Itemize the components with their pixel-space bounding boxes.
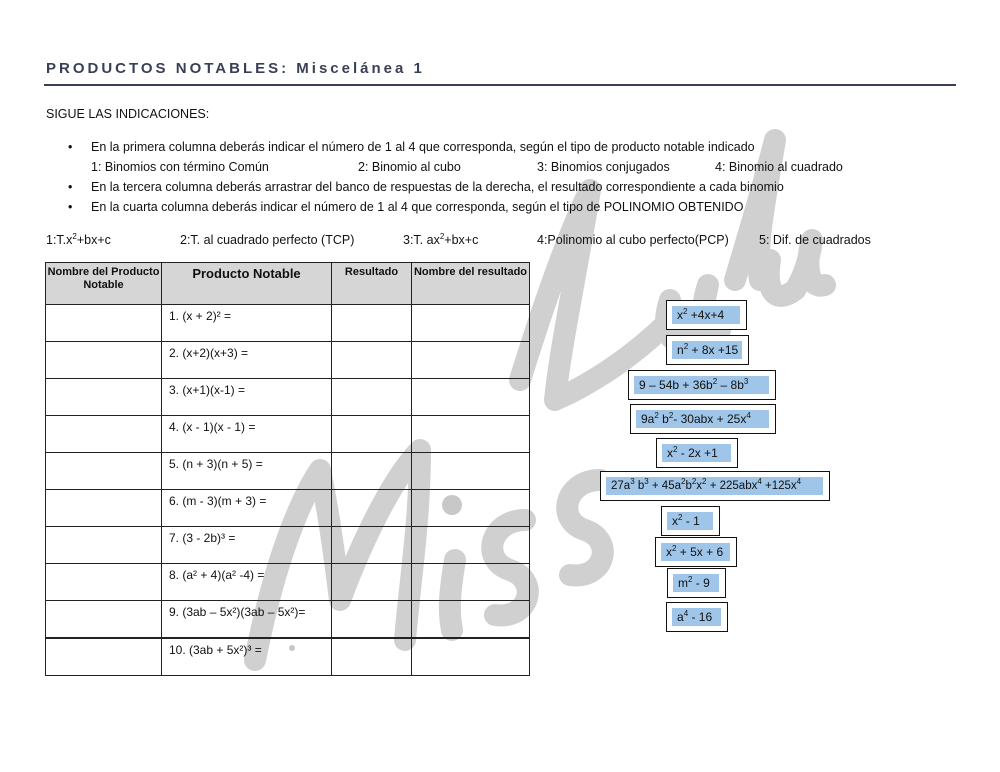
bullet-icon: • — [68, 140, 73, 154]
result-name-input-cell[interactable] — [412, 601, 530, 639]
result-drop-cell[interactable] — [332, 564, 412, 601]
instruction-1: En la primera columna deberás indicar el número de 1 al 4 que corresponda, según el tipo de producto notable indicado — [91, 140, 755, 154]
name-input-cell[interactable] — [46, 379, 162, 416]
result-name-input-cell[interactable] — [412, 305, 530, 342]
result-drop-cell[interactable] — [332, 305, 412, 342]
name-input-cell[interactable] — [46, 490, 162, 527]
product-cell: 10. (3ab + 5x²)³ = — [162, 638, 332, 676]
table-row — [46, 342, 530, 379]
answer-chip-5[interactable]: $x^2 - 2x +1$ — [656, 438, 738, 468]
name-input-cell[interactable] — [46, 564, 162, 601]
name-input-cell[interactable] — [46, 416, 162, 453]
product-cell: 8. (a² + 4)(a² -4) = — [162, 564, 332, 601]
answer-chip-7[interactable]: $x^2 - 1$ — [661, 506, 720, 536]
product-cell: 6. (m - 3)(m + 3) = — [162, 490, 332, 527]
answer-chip-2[interactable]: $n^2 + 8x +15$ — [666, 335, 749, 365]
result-name-input-cell[interactable] — [412, 416, 530, 453]
result-name-input-cell[interactable] — [412, 564, 530, 601]
product-cell: 3. (x+1)(x-1) = — [162, 379, 332, 416]
product-type-1: 1: Binomios con término Común — [91, 160, 269, 174]
product-type-4: 4: Binomio al cuadrado — [715, 160, 843, 174]
result-name-input-cell[interactable] — [412, 490, 530, 527]
result-drop-cell[interactable] — [332, 416, 412, 453]
name-input-cell[interactable] — [46, 601, 162, 639]
product-type-2: 2: Binomio al cubo — [358, 160, 461, 174]
legend-item-4: 4:Polinomio al cubo perfecto(PCP) — [537, 233, 729, 247]
table-row — [46, 416, 530, 453]
table-header-row — [46, 263, 530, 305]
product-cell: 2. (x+2)(x+3) = — [162, 342, 332, 379]
product-cell: 5. (n + 3)(n + 5) = — [162, 453, 332, 490]
table-row — [46, 305, 530, 342]
result-drop-cell[interactable] — [332, 638, 412, 676]
table-row — [46, 601, 530, 639]
product-cell: 7. (3 - 2b)³ = — [162, 527, 332, 564]
header-product: Producto Notable — [162, 263, 332, 305]
table-row — [46, 490, 530, 527]
result-drop-cell[interactable] — [332, 379, 412, 416]
table-row — [46, 564, 530, 601]
result-drop-cell[interactable] — [332, 527, 412, 564]
answer-chip-4[interactable]: $9a^2$ $b^2-$ $30abx + 25x^4$ — [630, 404, 776, 434]
result-name-input-cell[interactable] — [412, 527, 530, 564]
result-drop-cell[interactable] — [332, 342, 412, 379]
result-name-input-cell[interactable] — [412, 342, 530, 379]
result-drop-cell[interactable] — [332, 490, 412, 527]
result-name-input-cell[interactable] — [412, 453, 530, 490]
table-row — [46, 527, 530, 564]
legend-item-5: 5: Dif. de cuadrados — [759, 233, 871, 247]
result-drop-cell[interactable] — [332, 453, 412, 490]
bullet-icon: • — [68, 200, 73, 214]
legend-item-2: 2:T. al cuadrado perfecto (TCP) — [180, 233, 355, 247]
table-row — [46, 379, 530, 416]
name-input-cell[interactable] — [46, 453, 162, 490]
product-cell: 9. (3ab – 5x²)(3ab – 5x²)= — [162, 601, 332, 639]
table-row — [46, 638, 530, 676]
product-type-3: 3: Binomios conjugados — [537, 160, 670, 174]
legend-item-3: 3:T. $ax^2+bx+c$ — [403, 232, 479, 247]
bullet-icon: • — [68, 180, 73, 194]
answer-chip-6[interactable]: $27a^3$ $b^3 + 45a^2b^2x^2 + 225abx^4 +125x^4$ — [600, 471, 830, 501]
name-input-cell[interactable] — [46, 305, 162, 342]
answer-chip-3[interactable]: $9 - 54b + 36b^2 - 8b^3$ — [628, 370, 776, 400]
title-divider — [44, 84, 956, 86]
header-result: Resultado — [332, 263, 412, 305]
name-input-cell[interactable] — [46, 527, 162, 564]
instruction-2: En la tercera columna deberás arrastrar del banco de respuestas de la derecha, el resultado correspondiente a cada binomio — [91, 180, 784, 194]
name-input-cell[interactable] — [46, 638, 162, 676]
product-cell: 4. (x - 1)(x - 1) = — [162, 416, 332, 453]
result-drop-cell[interactable] — [332, 601, 412, 639]
table-row — [46, 453, 530, 490]
answer-chip-9[interactable]: $m^2 - 9$ — [667, 568, 726, 598]
answer-chip-8[interactable]: $x^2 + 5x + 6$ — [655, 537, 737, 567]
products-table — [45, 262, 530, 676]
answer-chip-10[interactable]: $a^4 - 16$ — [666, 602, 728, 632]
result-name-input-cell[interactable] — [412, 638, 530, 676]
result-name-input-cell[interactable] — [412, 379, 530, 416]
page-title: PRODUCTOS NOTABLES: Miscelánea 1 — [46, 60, 425, 77]
name-input-cell[interactable] — [46, 342, 162, 379]
header-result-name: Nombre del resultado — [412, 263, 530, 305]
legend-item-1: $1:T.x^2+bx+c$ — [46, 232, 111, 247]
instructions-heading: SIGUE LAS INDICACIONES: — [46, 107, 210, 121]
header-product-name: Nombre del Producto Notable — [46, 263, 162, 305]
instruction-3: En la cuarta columna deberás indicar el número de 1 al 4 que corresponda, según el tipo de POLINOMIO OBTENIDO — [91, 200, 744, 214]
product-cell: 1. (x + 2)² = — [162, 305, 332, 342]
answer-chip-1[interactable]: $x^2 +4x+4$ — [666, 300, 747, 330]
